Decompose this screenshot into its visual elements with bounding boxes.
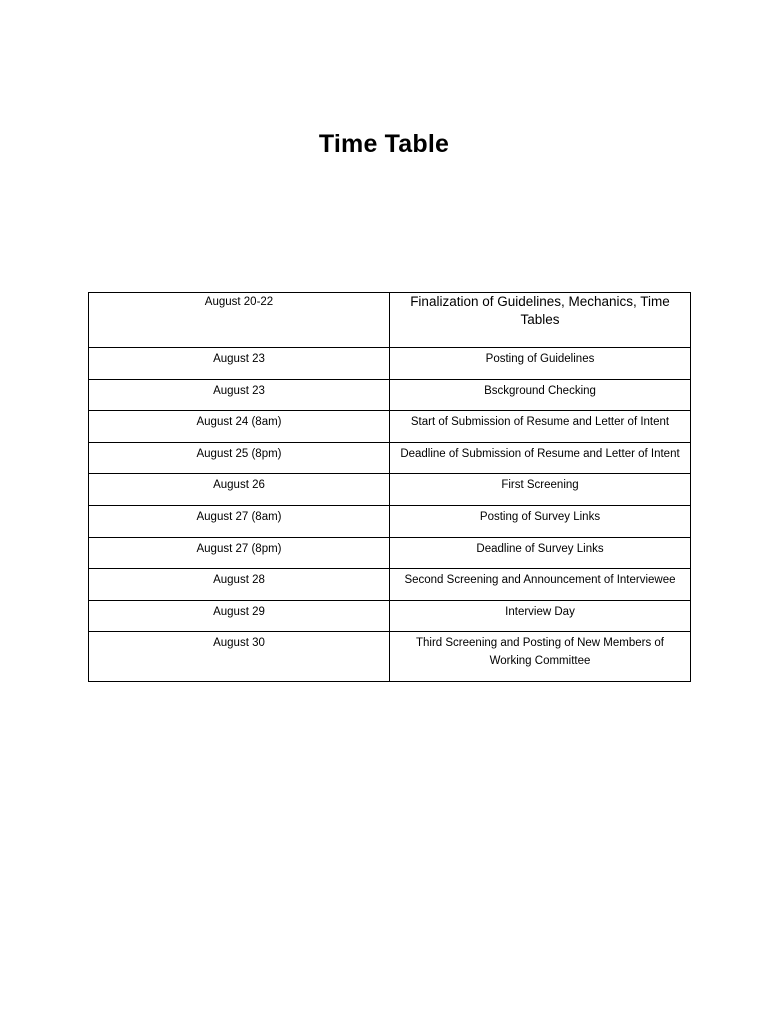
table-row [89, 537, 691, 569]
activity-cell: Bsckground Checking [390, 379, 691, 411]
table-row [89, 632, 691, 682]
date-cell: August 24 (8am) [89, 411, 390, 443]
schedule-table [88, 292, 691, 682]
activity-cell: Deadline of Survey Links [390, 537, 691, 569]
table-row [89, 600, 691, 632]
activity-cell: Posting of Guidelines [390, 348, 691, 380]
date-cell: August 28 [89, 569, 390, 601]
activity-cell: Posting of Survey Links [390, 505, 691, 537]
date-cell: August 26 [89, 474, 390, 506]
activity-cell: Interview Day [390, 600, 691, 632]
table-row [89, 474, 691, 506]
table-row [89, 442, 691, 474]
activity-cell: First Screening [390, 474, 691, 506]
table-row [89, 379, 691, 411]
table-row [89, 293, 691, 348]
activity-cell: Start of Submission of Resume and Letter of Intent [390, 411, 691, 443]
table-row [89, 348, 691, 380]
date-cell: August 27 (8pm) [89, 537, 390, 569]
page-title: Time Table [318, 130, 450, 158]
date-cell: August 23 [89, 348, 390, 380]
date-cell: August 20-22 [89, 293, 390, 348]
table-row [89, 505, 691, 537]
date-cell: August 29 [89, 600, 390, 632]
table-row [89, 569, 691, 601]
activity-cell: Second Screening and Announcement of Interviewee [390, 569, 691, 601]
activity-cell: Third Screening and Posting of New Members of Working Committee [390, 632, 691, 682]
date-cell: August 30 [89, 632, 390, 682]
date-cell: August 25 (8pm) [89, 442, 390, 474]
table-row [89, 411, 691, 443]
date-cell: August 27 (8am) [89, 505, 390, 537]
activity-cell: Deadline of Submission of Resume and Letter of Intent [390, 442, 691, 474]
activity-cell: Finalization of Guidelines, Mechanics, Time Tables [390, 293, 691, 348]
date-cell: August 23 [89, 379, 390, 411]
